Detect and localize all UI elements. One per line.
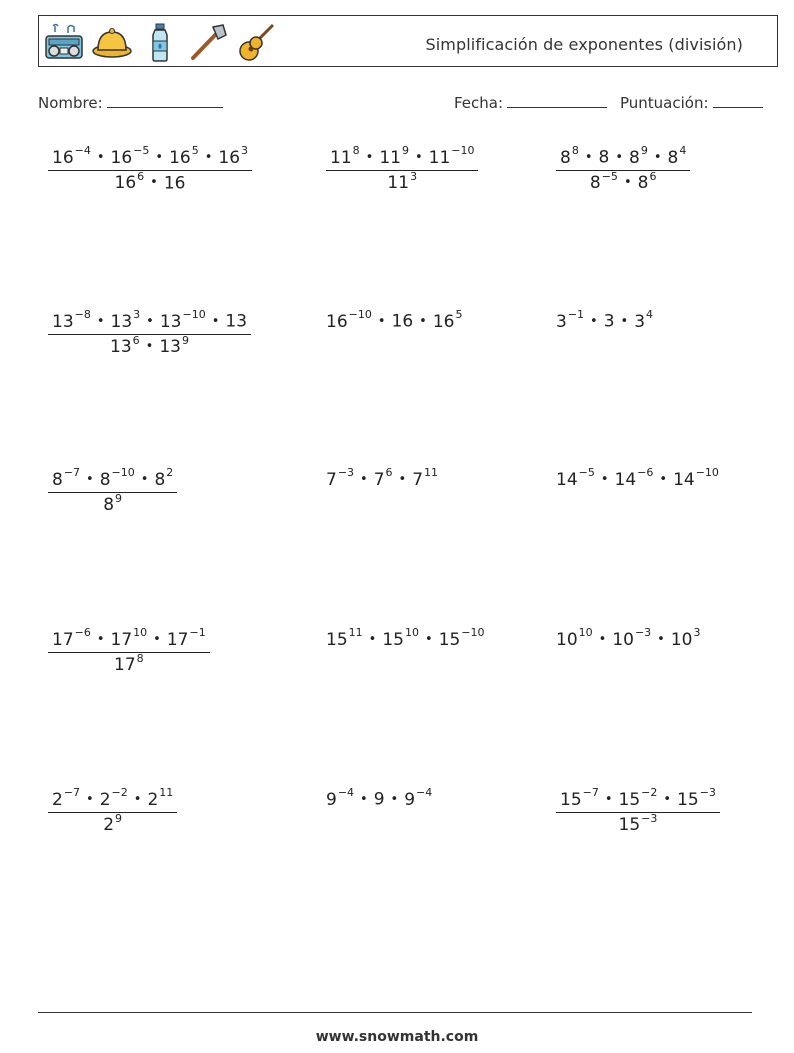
worksheet-header bbox=[38, 15, 778, 67]
base: 14 bbox=[614, 469, 637, 490]
power-term bbox=[110, 626, 148, 650]
fraction bbox=[48, 628, 210, 675]
base: 9 bbox=[404, 789, 416, 810]
base: 2 bbox=[99, 789, 111, 810]
power-term bbox=[52, 466, 81, 490]
multiply-dot: • bbox=[600, 471, 609, 487]
exponent: −3 bbox=[641, 811, 658, 825]
exponent: −6 bbox=[74, 626, 91, 639]
multiply-dot: • bbox=[620, 313, 629, 329]
base: 3 bbox=[634, 311, 646, 332]
problem-4 bbox=[48, 310, 251, 357]
base: 8 bbox=[629, 147, 640, 168]
base: 10 bbox=[556, 629, 578, 650]
problem-6 bbox=[556, 310, 653, 332]
power-term bbox=[225, 312, 247, 332]
exponent: −2 bbox=[111, 786, 128, 799]
date-label: Fecha: bbox=[454, 94, 504, 112]
base: 8 bbox=[52, 469, 63, 490]
denominator bbox=[48, 493, 177, 516]
exponent: 9 bbox=[115, 811, 123, 825]
power-term bbox=[612, 626, 652, 650]
power-term bbox=[103, 491, 123, 516]
base: 16 bbox=[169, 147, 191, 168]
denominator bbox=[48, 653, 210, 676]
power-term bbox=[99, 466, 135, 490]
exponent: 11 bbox=[348, 626, 363, 639]
power-term bbox=[379, 144, 409, 168]
fraction bbox=[48, 146, 252, 193]
exponent: 6 bbox=[132, 333, 140, 347]
multiply-dot: • bbox=[96, 313, 105, 329]
power-term bbox=[618, 786, 658, 810]
exponent: −4 bbox=[416, 786, 433, 799]
problem-12 bbox=[556, 628, 700, 650]
exponent: −5 bbox=[601, 169, 618, 183]
exponent: 5 bbox=[455, 308, 463, 321]
numerator bbox=[48, 788, 177, 813]
base: 16 bbox=[218, 147, 241, 168]
exponent: 2 bbox=[166, 466, 174, 479]
power-term bbox=[326, 308, 372, 332]
date-blank[interactable] bbox=[507, 93, 607, 108]
power-term bbox=[670, 626, 701, 650]
power-term bbox=[110, 333, 140, 358]
multiply-dot: • bbox=[657, 631, 665, 647]
multiply-dot: • bbox=[414, 149, 423, 165]
base: 13 bbox=[159, 337, 181, 358]
exponent: −10 bbox=[111, 466, 135, 479]
multiply-dot: • bbox=[204, 149, 213, 165]
problem-14 bbox=[326, 788, 432, 810]
base: 8 bbox=[589, 173, 601, 194]
problem-7 bbox=[48, 468, 177, 515]
multiply-dot: • bbox=[598, 631, 607, 647]
base: 8 bbox=[560, 147, 571, 168]
base: 16 bbox=[432, 311, 455, 332]
denominator bbox=[326, 171, 478, 194]
base: 14 bbox=[556, 469, 578, 490]
multiply-dot: • bbox=[377, 313, 386, 329]
multiply-dot: • bbox=[604, 791, 613, 807]
base: 17 bbox=[166, 629, 189, 650]
footer-url: www.snowmath.com bbox=[315, 1029, 479, 1045]
base: 16 bbox=[52, 147, 74, 168]
score-field bbox=[620, 93, 763, 112]
base: 16 bbox=[114, 173, 137, 194]
multiply-dot: • bbox=[133, 791, 142, 807]
numerator bbox=[556, 788, 720, 813]
base: 3 bbox=[556, 311, 567, 332]
power-term bbox=[604, 312, 615, 332]
power-term bbox=[147, 786, 174, 810]
base: 17 bbox=[114, 655, 136, 676]
base: 13 bbox=[52, 311, 74, 332]
bell-icon bbox=[91, 21, 133, 63]
base: 10 bbox=[670, 629, 693, 650]
base: 11 bbox=[379, 147, 401, 168]
power-term bbox=[99, 786, 128, 810]
base: 13 bbox=[225, 311, 248, 332]
base: 17 bbox=[110, 629, 133, 650]
power-term bbox=[159, 333, 189, 358]
power-term bbox=[382, 626, 419, 650]
power-term bbox=[52, 144, 91, 168]
base: 14 bbox=[673, 469, 695, 490]
power-term bbox=[169, 144, 199, 168]
exponent: 9 bbox=[181, 333, 189, 347]
power-term bbox=[673, 466, 719, 490]
base: 2 bbox=[52, 789, 63, 810]
problem-5 bbox=[326, 310, 462, 332]
multiply-dot: • bbox=[360, 791, 368, 807]
problem-11 bbox=[326, 628, 484, 650]
exponent: 4 bbox=[646, 308, 654, 321]
base: 15 bbox=[382, 629, 404, 650]
boombox-icon bbox=[43, 21, 85, 63]
power-term bbox=[589, 169, 618, 194]
numerator bbox=[326, 146, 478, 171]
power-term bbox=[428, 144, 475, 168]
exponent: −10 bbox=[182, 308, 206, 321]
power-term bbox=[677, 786, 716, 810]
exponent: −8 bbox=[74, 308, 91, 321]
power-term bbox=[326, 626, 363, 650]
exponent: 3 bbox=[410, 169, 418, 183]
power-term bbox=[103, 811, 123, 836]
exponent: −6 bbox=[637, 466, 654, 479]
base: 9 bbox=[326, 789, 337, 810]
exponent: 11 bbox=[424, 466, 439, 479]
base: 13 bbox=[110, 337, 132, 358]
fraction bbox=[48, 788, 177, 835]
fraction bbox=[556, 146, 690, 193]
exponent: 10 bbox=[404, 626, 419, 639]
denominator bbox=[48, 813, 177, 836]
multiply-dot: • bbox=[86, 471, 94, 487]
exponent: 6 bbox=[385, 466, 393, 479]
exponent: −1 bbox=[567, 308, 585, 321]
power-term bbox=[412, 466, 439, 490]
multiply-dot: • bbox=[96, 631, 105, 647]
base: 15 bbox=[677, 789, 699, 810]
multiply-dot: • bbox=[623, 175, 632, 191]
base: 15 bbox=[560, 789, 582, 810]
exponent: 10 bbox=[133, 626, 148, 639]
power-term bbox=[114, 169, 145, 194]
power-term bbox=[667, 144, 687, 168]
numerator bbox=[48, 310, 251, 335]
fraction bbox=[326, 146, 478, 193]
exponent: −5 bbox=[133, 144, 150, 157]
date-field bbox=[454, 93, 607, 112]
exponent: 8 bbox=[571, 144, 579, 157]
problem-2 bbox=[326, 146, 478, 193]
exponent: 5 bbox=[191, 144, 199, 157]
base: 2 bbox=[147, 789, 159, 810]
numerator bbox=[556, 146, 690, 171]
base: 16 bbox=[110, 147, 133, 168]
power-term bbox=[637, 169, 657, 194]
page-title: Simplificación de exponentes (división) bbox=[425, 35, 743, 54]
base: 13 bbox=[159, 311, 182, 332]
exponent: 9 bbox=[115, 491, 123, 505]
exponent: 9 bbox=[640, 144, 648, 157]
power-term bbox=[166, 626, 206, 650]
multiply-dot: • bbox=[146, 313, 154, 329]
multiply-dot: • bbox=[584, 149, 593, 165]
base: 2 bbox=[103, 815, 115, 836]
fraction bbox=[48, 468, 177, 515]
exponent: 3 bbox=[241, 144, 249, 157]
exponent: −10 bbox=[451, 144, 475, 157]
name-field bbox=[38, 93, 223, 112]
problem-3 bbox=[556, 146, 690, 193]
base: 15 bbox=[438, 629, 461, 650]
exponent: −4 bbox=[337, 786, 355, 799]
exponent: 4 bbox=[679, 144, 687, 157]
score-label: Puntuación: bbox=[620, 94, 709, 112]
guitar-icon bbox=[235, 21, 277, 63]
base: 7 bbox=[373, 469, 385, 490]
exponent: −4 bbox=[74, 144, 91, 157]
numerator bbox=[48, 628, 210, 653]
axe-icon bbox=[187, 21, 229, 63]
power-term bbox=[218, 144, 249, 168]
power-term bbox=[374, 790, 385, 810]
name-blank[interactable] bbox=[107, 93, 223, 108]
exponent: 3 bbox=[133, 308, 141, 321]
multiply-dot: • bbox=[211, 313, 220, 329]
numerator bbox=[48, 146, 252, 171]
exponent: 8 bbox=[136, 651, 144, 665]
power-term bbox=[52, 786, 81, 810]
base: 8 bbox=[667, 147, 679, 168]
power-term bbox=[114, 651, 144, 676]
header-icons bbox=[43, 20, 277, 64]
power-term bbox=[110, 308, 141, 332]
base: 16 bbox=[391, 311, 414, 332]
power-term bbox=[438, 626, 485, 650]
exponent: −3 bbox=[337, 466, 355, 479]
multiply-dot: • bbox=[140, 471, 149, 487]
base: 7 bbox=[326, 469, 337, 490]
exponent: 3 bbox=[693, 626, 701, 639]
power-term bbox=[560, 786, 599, 810]
exponent: −3 bbox=[699, 786, 716, 799]
power-term bbox=[52, 308, 91, 332]
exponent: 9 bbox=[401, 144, 409, 157]
base: 16 bbox=[163, 173, 186, 194]
power-term bbox=[618, 811, 658, 836]
denominator bbox=[556, 813, 720, 836]
problem-15 bbox=[556, 788, 720, 835]
multiply-dot: • bbox=[365, 149, 374, 165]
multiply-dot: • bbox=[424, 631, 433, 647]
power-term bbox=[159, 308, 206, 332]
power-term bbox=[556, 626, 593, 650]
denominator bbox=[48, 171, 252, 194]
base: 8 bbox=[99, 469, 111, 490]
problem-1 bbox=[48, 146, 252, 193]
power-term bbox=[556, 466, 595, 490]
base: 9 bbox=[373, 789, 385, 810]
power-term bbox=[634, 308, 654, 332]
base: 3 bbox=[603, 311, 615, 332]
power-term bbox=[560, 144, 579, 168]
exponent: 8 bbox=[352, 144, 360, 157]
multiply-dot: • bbox=[590, 313, 598, 329]
multiply-dot: • bbox=[659, 471, 668, 487]
power-term bbox=[326, 786, 355, 810]
score-blank[interactable] bbox=[713, 93, 763, 108]
exponent: −3 bbox=[634, 626, 652, 639]
base: 11 bbox=[428, 147, 451, 168]
base: 8 bbox=[154, 469, 166, 490]
power-term bbox=[373, 466, 393, 490]
multiply-dot: • bbox=[153, 631, 161, 647]
problem-10 bbox=[48, 628, 210, 675]
multiply-dot: • bbox=[419, 313, 427, 329]
multiply-dot: • bbox=[653, 149, 662, 165]
multiply-dot: • bbox=[368, 631, 377, 647]
exponent: 11 bbox=[159, 786, 174, 799]
multiply-dot: • bbox=[663, 791, 672, 807]
name-label: Nombre: bbox=[38, 94, 103, 112]
base: 17 bbox=[52, 629, 74, 650]
exponent: 10 bbox=[578, 626, 593, 639]
base: 15 bbox=[326, 629, 348, 650]
exponent: −10 bbox=[695, 466, 719, 479]
denominator bbox=[48, 335, 251, 358]
multiply-dot: • bbox=[86, 791, 94, 807]
base: 10 bbox=[612, 629, 634, 650]
denominator bbox=[556, 171, 690, 194]
power-term bbox=[387, 169, 418, 194]
exponent: −10 bbox=[348, 308, 372, 321]
base: 8 bbox=[637, 173, 649, 194]
power-term bbox=[52, 626, 91, 650]
multiply-dot: • bbox=[615, 149, 623, 165]
power-term bbox=[164, 173, 186, 193]
power-term bbox=[404, 786, 433, 810]
multiply-dot: • bbox=[398, 471, 407, 487]
exponent: −10 bbox=[461, 626, 485, 639]
base: 8 bbox=[598, 147, 610, 168]
exponent: −1 bbox=[189, 626, 206, 639]
exponent: −7 bbox=[63, 786, 81, 799]
multiply-dot: • bbox=[145, 339, 154, 355]
base: 7 bbox=[412, 469, 424, 490]
base: 11 bbox=[330, 147, 352, 168]
base: 8 bbox=[103, 495, 115, 516]
power-term bbox=[556, 308, 585, 332]
base: 15 bbox=[618, 815, 641, 836]
problem-8 bbox=[326, 468, 438, 490]
exponent: −7 bbox=[582, 786, 599, 799]
water-bottle-icon bbox=[139, 21, 181, 63]
footer-divider bbox=[38, 1012, 752, 1013]
multiply-dot: • bbox=[150, 175, 158, 191]
multiply-dot: • bbox=[96, 149, 105, 165]
problem-9 bbox=[556, 468, 719, 490]
fraction bbox=[556, 788, 720, 835]
power-term bbox=[432, 308, 463, 332]
base: 11 bbox=[387, 173, 410, 194]
exponent: −2 bbox=[641, 786, 658, 799]
power-term bbox=[330, 144, 360, 168]
multiply-dot: • bbox=[155, 149, 164, 165]
power-term bbox=[599, 148, 610, 168]
base: 13 bbox=[110, 311, 133, 332]
power-term bbox=[154, 466, 174, 490]
base: 16 bbox=[326, 311, 348, 332]
power-term bbox=[110, 144, 150, 168]
power-term bbox=[326, 466, 355, 490]
power-term bbox=[614, 466, 654, 490]
base: 15 bbox=[618, 789, 641, 810]
exponent: −7 bbox=[63, 466, 81, 479]
exponent: 6 bbox=[649, 169, 657, 183]
multiply-dot: • bbox=[360, 471, 368, 487]
multiply-dot: • bbox=[390, 791, 399, 807]
exponent: −5 bbox=[578, 466, 595, 479]
exponent: 6 bbox=[137, 169, 145, 183]
power-term bbox=[392, 312, 414, 332]
problem-13 bbox=[48, 788, 177, 835]
fraction bbox=[48, 310, 251, 357]
numerator bbox=[48, 468, 177, 493]
power-term bbox=[629, 144, 648, 168]
